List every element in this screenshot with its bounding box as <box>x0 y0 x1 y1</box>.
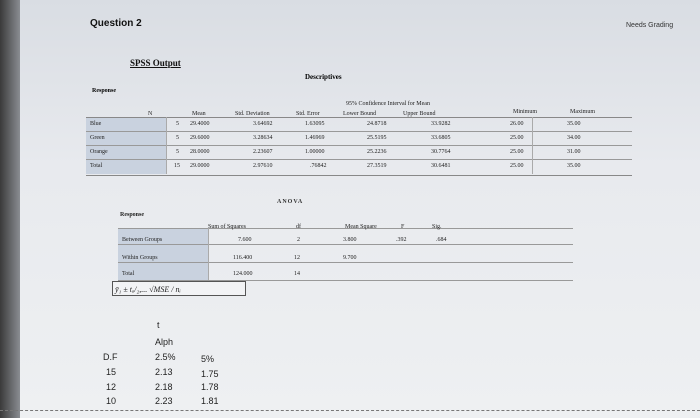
anova-title: ANOVA <box>277 199 304 205</box>
cell-min: 25.00 <box>510 149 524 155</box>
cell-min: 25.00 <box>510 163 524 169</box>
cell-n: 5 <box>176 121 179 127</box>
bottom-rule <box>0 410 700 412</box>
row-label-green: Green <box>90 135 105 141</box>
anova-row-label: Between Groups <box>122 237 163 243</box>
cell-sd: 3.28634 <box>253 135 273 141</box>
cell-sd: 2.23607 <box>253 149 273 155</box>
anova-cell-f: .392 <box>396 237 407 243</box>
t-row-a: 2.18 <box>155 382 173 392</box>
cell-mean: 28.0000 <box>190 149 210 155</box>
col-header-ci: 95% Confidence Interval for Mean <box>346 101 430 107</box>
descriptives-table <box>86 117 632 176</box>
cell-n: 5 <box>176 149 179 155</box>
anova-col-sig: Sig. <box>432 224 442 230</box>
grading-status: Needs Grading <box>626 22 674 29</box>
cell-upper: 33.6805 <box>431 135 451 141</box>
cell-se: 1.63095 <box>305 121 325 127</box>
anova-col-ms: Mean Square <box>345 224 377 230</box>
spss-title: SPSS Output <box>130 58 181 68</box>
anova-cell-ms: 3.800 <box>343 237 357 243</box>
cell-min: 26.00 <box>510 121 524 127</box>
cell-lower: 25.2236 <box>367 149 387 155</box>
cell-se: 1.46969 <box>305 135 325 141</box>
cell-max: 35.00 <box>567 121 581 127</box>
cell-lower: 27.3519 <box>367 163 387 169</box>
row-divider <box>118 244 573 245</box>
cell-upper: 30.6481 <box>431 163 451 169</box>
row-divider <box>86 159 632 160</box>
cell-n: 15 <box>174 163 180 169</box>
descriptives-response-label: Response <box>92 88 117 94</box>
anova-cell-df: 2 <box>297 237 300 243</box>
cell-mean: 29.6000 <box>190 135 210 141</box>
row-divider <box>86 131 632 132</box>
row-label-blue: Blue <box>90 121 102 127</box>
question-title: Question 2 <box>90 18 142 29</box>
col-divider <box>532 117 533 174</box>
anova-cell-ss: 116.400 <box>233 255 253 261</box>
anova-cell-df: 14 <box>294 271 300 277</box>
col-divider <box>166 117 167 174</box>
anova-col-df: df <box>296 224 301 230</box>
t-row-a: 2.23 <box>155 396 173 406</box>
col-header-sd: Std. Deviation <box>235 111 270 117</box>
anova-cell-ss: 124.000 <box>233 271 253 277</box>
anova-cell-sig: .684 <box>436 237 447 243</box>
cell-n: 5 <box>176 135 179 141</box>
col-header-lower: Lower Bound <box>343 111 377 117</box>
col-divider <box>208 228 209 280</box>
col-header-upper: Upper Bound <box>403 111 436 117</box>
alpha-col-5: 5% <box>201 354 215 364</box>
cell-lower: 24.8718 <box>367 121 387 127</box>
cell-sd: 3.64692 <box>253 121 273 127</box>
cell-sd: 2.97610 <box>253 163 273 169</box>
descriptives-title: Descriptives <box>305 73 342 81</box>
row-divider <box>86 145 632 146</box>
t-row-df: 12 <box>106 382 117 392</box>
cell-max: 31.00 <box>567 149 581 155</box>
t-row-b: 1.81 <box>201 396 219 406</box>
t-row-a: 2.13 <box>155 367 173 377</box>
ci-formula: ȳ₁ ± tₐ/₂,... √MSE / nᵢ <box>112 281 246 296</box>
cell-max: 34.00 <box>567 135 581 141</box>
anova-col-ss: Sum of Squares <box>208 224 246 230</box>
row-label-orange: Orange <box>90 149 108 155</box>
t-row-b: 1.78 <box>201 382 219 392</box>
cell-mean: 29.0000 <box>190 163 210 169</box>
photo-edge <box>0 0 20 418</box>
t-label: t <box>157 320 160 330</box>
cell-max: 35.00 <box>567 163 581 169</box>
anova-row-label: Within Groups <box>122 255 158 261</box>
alpha-label: Alph <box>155 337 174 347</box>
col-header-n: N <box>148 111 153 117</box>
cell-min: 25.00 <box>510 135 524 141</box>
anova-cell-ms: 9.700 <box>343 255 357 261</box>
row-label-total: Total <box>90 163 103 169</box>
row-divider <box>118 262 573 263</box>
cell-mean: 29.4000 <box>190 121 210 127</box>
anova-cell-df: 12 <box>294 255 300 261</box>
anova-cell-ss: 7.600 <box>238 237 252 243</box>
cell-se: .76842 <box>310 163 327 169</box>
col-header-min: Minimum <box>513 109 538 115</box>
cell-upper: 33.9282 <box>431 121 451 127</box>
df-label: D.F <box>103 352 118 362</box>
cell-lower: 25.5195 <box>367 135 387 141</box>
col-header-max: Maximum <box>570 109 595 115</box>
t-row-b: 1.75 <box>201 369 219 379</box>
t-row-df: 15 <box>106 367 117 377</box>
t-row-df: 10 <box>106 396 117 406</box>
anova-response-label: Response <box>120 212 145 218</box>
col-header-se: Std. Error <box>296 111 320 117</box>
cell-upper: 30.7764 <box>431 149 451 155</box>
alpha-col-2-5: 2.5% <box>155 352 176 362</box>
anova-row-label: Total <box>122 271 135 277</box>
col-header-mean: Mean <box>192 111 206 117</box>
anova-col-f: F <box>401 224 405 230</box>
cell-se: 1.00000 <box>305 149 325 155</box>
